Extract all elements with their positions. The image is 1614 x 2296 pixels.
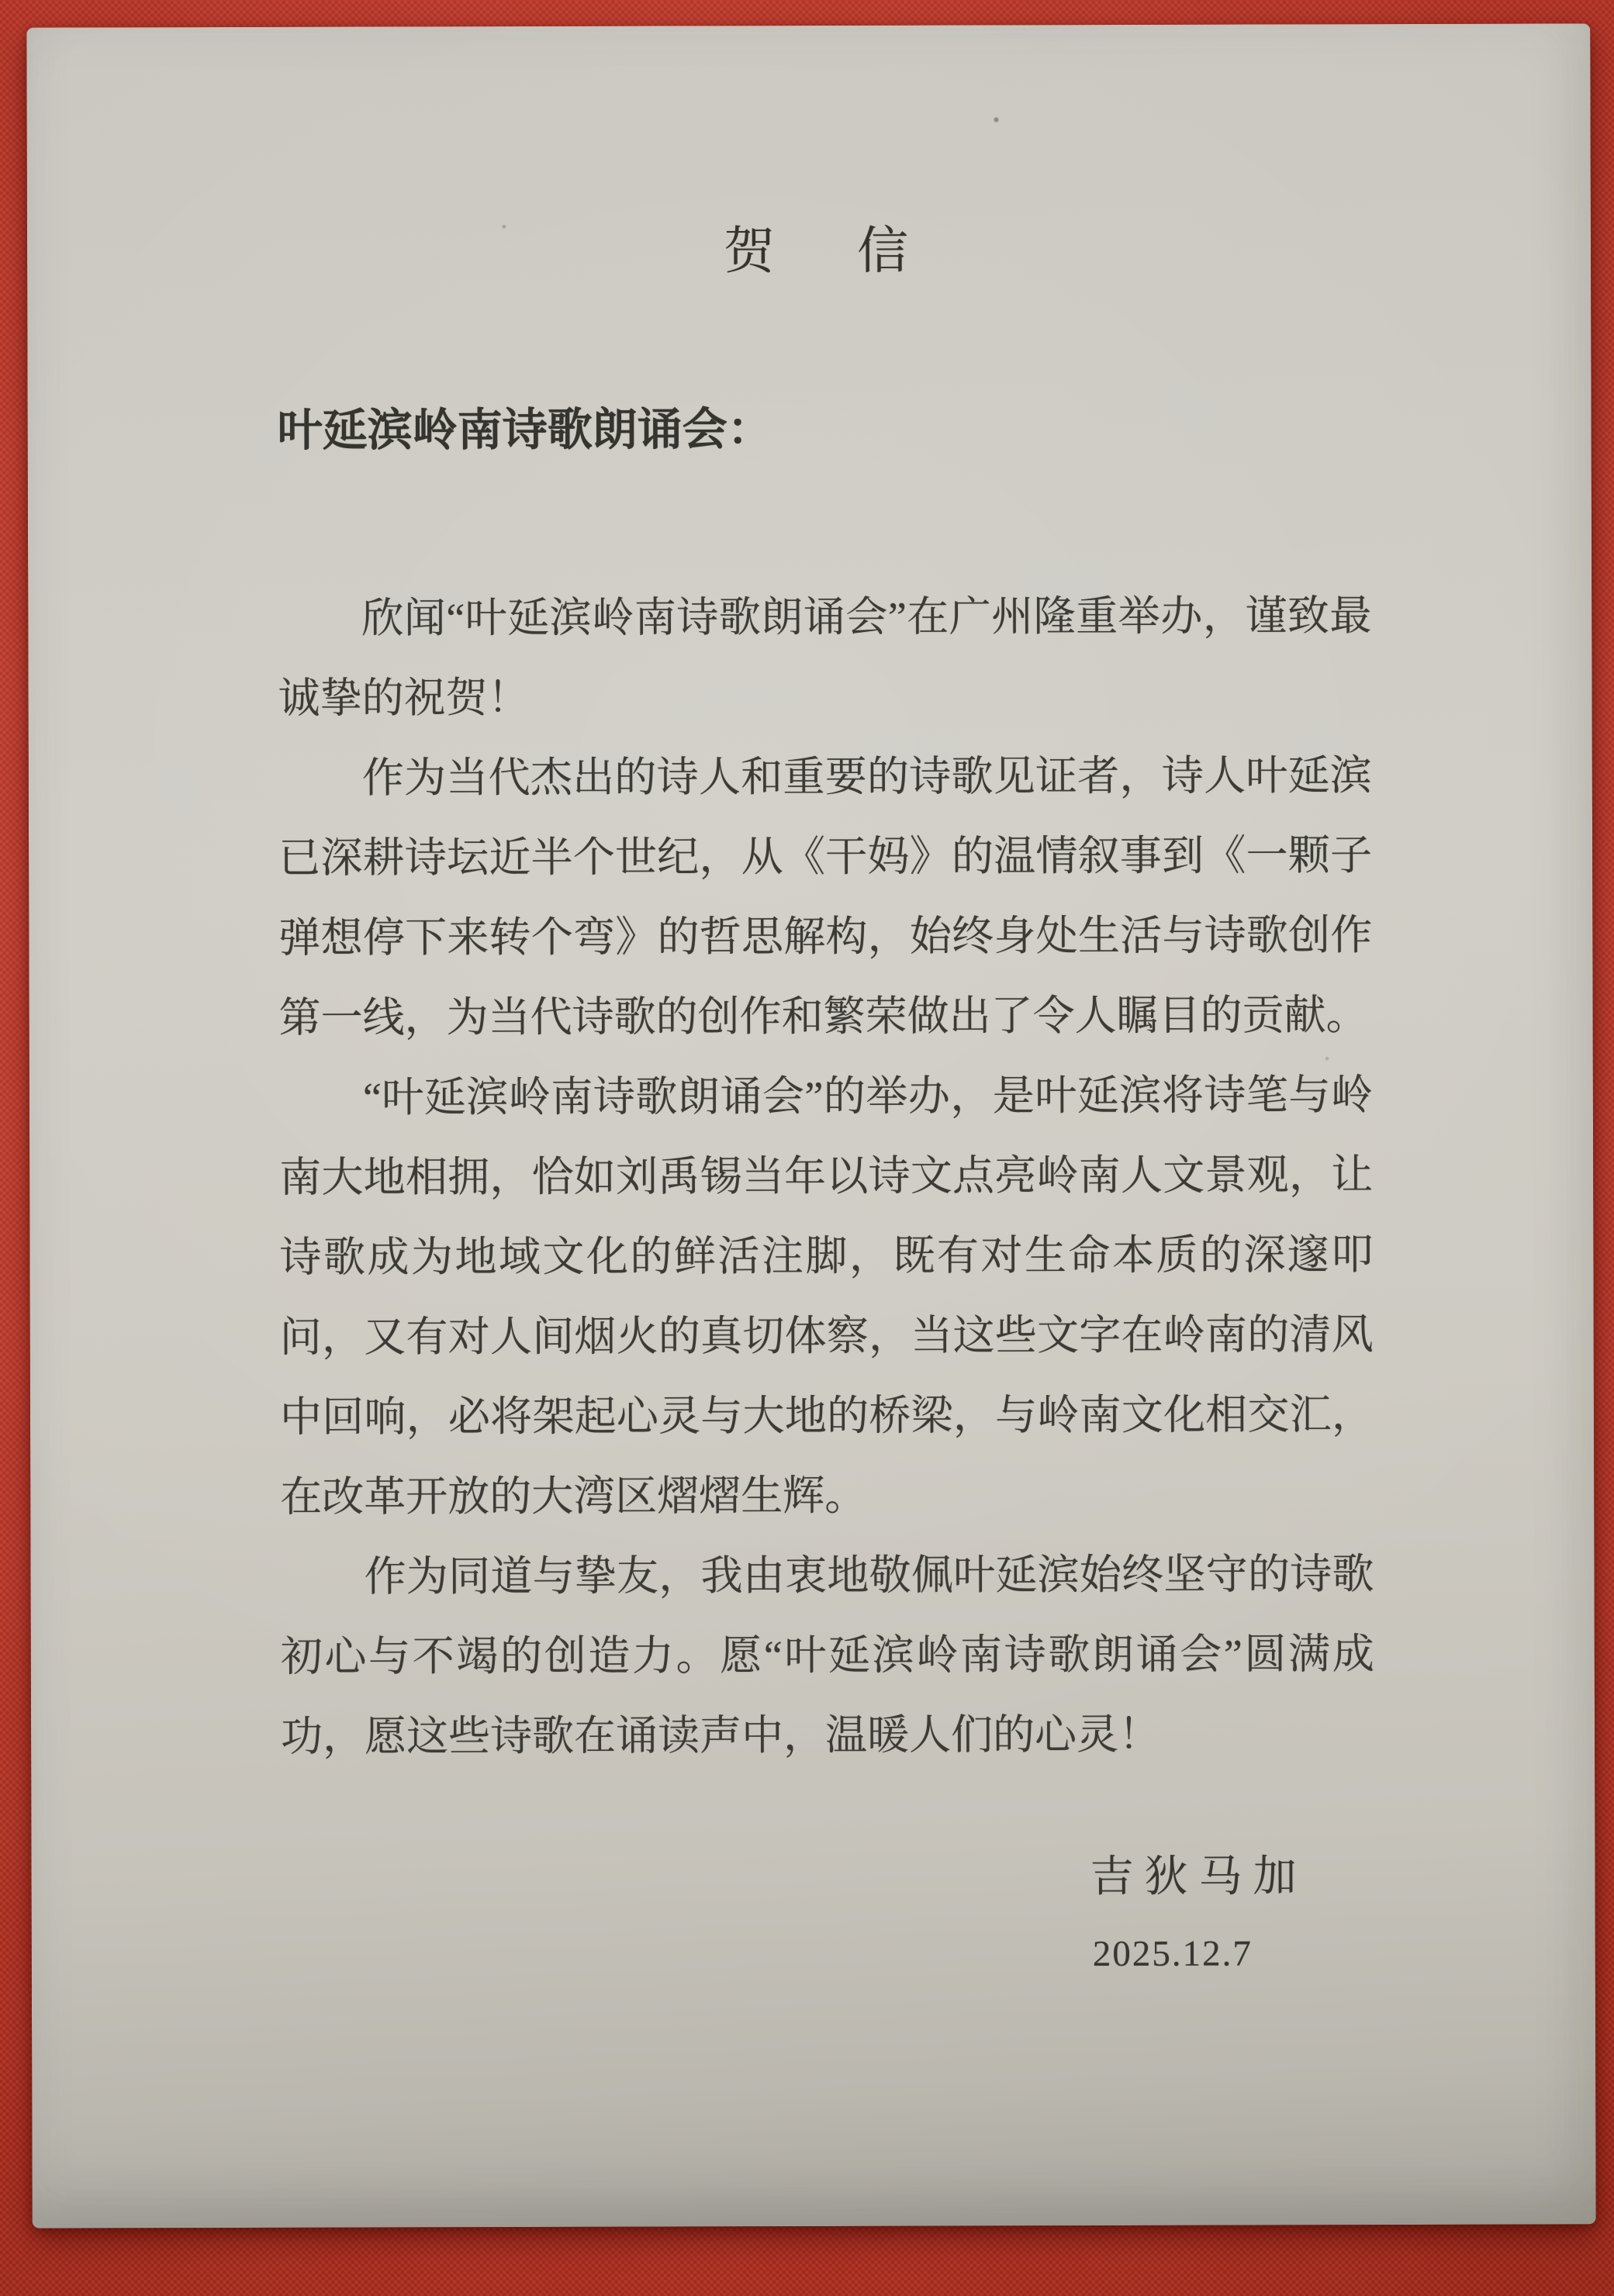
letter-paragraphs <box>278 576 1374 1777</box>
letter-body <box>276 24 1375 1977</box>
letter-signature: 吉狄马加 <box>1090 1852 1308 1902</box>
letter-sheet <box>26 23 1595 2228</box>
letter-paragraph: 作为当代杰出的诗人和重要的诗歌见证者，诗人叶延滨已深耕诗坛近半个世纪，从《干妈》的温情叙事到《一颗子弹想停下来转个弯》的哲思解构，始终身处生活与诗歌创作第一线，为当代诗歌的创作和繁荣做出了令人瞩目的贡献。 <box>278 752 1373 1041</box>
letter-date: 2025.12.7 <box>1092 1933 1253 1975</box>
letter-paragraph: “叶延滨岭南诗歌朗诵会”的举办，是叶延滨将诗笔与岭南大地相拥，恰如刘禹锡当年以诗文点亮岭南人文景观，让诗歌成为地域文化的鲜活注脚，既有对生命本质的深邃叩问，又有对人间烟火的真切体察，当这些文字在岭南的清风中回响，必将架起心灵与大地的桥梁，与岭南文化相交汇，在改革开放的大湾区熠熠生辉。 <box>279 1072 1374 1521</box>
letter-paragraph: 欣闻“叶延滨岭南诗歌朗诵会”在广州隆重举办，谨致最诚挚的祝贺！ <box>278 592 1372 722</box>
letter-salutation: 叶延滨岭南诗歌朗诵会： <box>277 404 772 456</box>
letter-paragraph: 作为同道与挚友，我由衷地敬佩叶延滨始终坚守的诗歌初心与不竭的创造力。愿“叶延滨岭南诗歌朗诵会”圆满成功，愿这些诗歌在诵读声中，温暖人们的心灵！ <box>280 1551 1374 1760</box>
letter-title: 贺 信 <box>723 223 925 281</box>
